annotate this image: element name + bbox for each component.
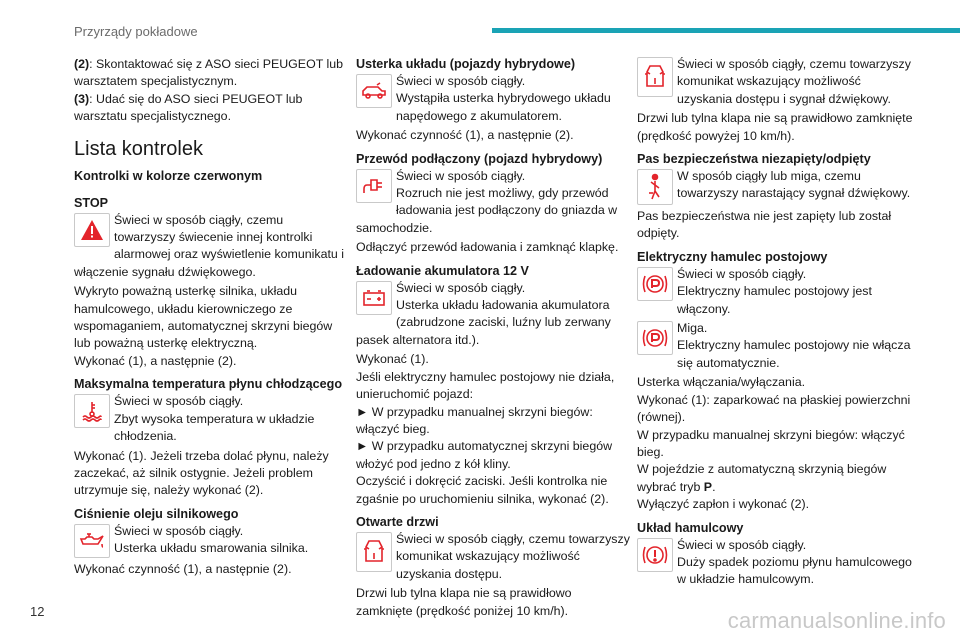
battery-text-6: ► W przypadku automatycznej skrzyni biegów włożyć pod jedno z kół kliny. xyxy=(356,439,613,471)
open-door-icon xyxy=(356,532,392,572)
oil-block: Świeci w sposób ciągły. Usterka układu smarowania silnika. xyxy=(74,523,346,559)
coolant-temperature-icon xyxy=(74,394,110,428)
parking-text-7: W przypadku manualnej skrzyni biegów: włączyć bieg. xyxy=(637,427,905,459)
note-3: (3): Udać się do ASO sieci PEUGEOT lub warsztatu specjalistycznego. xyxy=(74,91,303,124)
page-number: 12 xyxy=(30,604,45,619)
parking-text-9: Wyłączyć zapłon i wykonać (2). xyxy=(637,497,810,512)
hybrid-fault-text-3: Wykonać czynność (1), a następnie (2). xyxy=(356,128,574,143)
brake-block: Świeci w sposób ciągły. Duży spadek poziomu płynu hamulcowego w układzie hamulcowym. xyxy=(637,537,913,589)
subsection-title: Kontrolki w kolorze czerwonym xyxy=(74,168,263,183)
battery-block: Świeci w sposób ciągły. Usterka układu ładowania akumulatora (zabrudzone zaciski, luźny lub zerwany pasek alternatora itd.). xyxy=(356,280,611,347)
stop-text-3: Wykonać (1), a następnie (2). xyxy=(74,353,237,368)
page-header-bar xyxy=(492,28,960,33)
parking-brake-icon xyxy=(637,267,673,301)
brake-title: Układ hamulcowy xyxy=(637,520,744,535)
page-header-title: Przyrządy pokładowe xyxy=(74,24,198,39)
cable-text-3: Odłączyć przewód ładowania i zamknąć klapkę. xyxy=(356,240,619,255)
battery-text-5: ► W przypadku manualnej skrzyni biegów: włączyć bieg. xyxy=(356,404,593,436)
seatbelt-icon xyxy=(637,169,673,205)
parking-text-5: Usterka włączania/wyłączania. xyxy=(637,375,806,390)
column-3 xyxy=(637,56,913,591)
parking-title: Elektryczny hamulec postojowy xyxy=(637,249,828,264)
note-2: (2): Skontaktować się z ASO sieci PEUGEOT lub warsztatem specjalistycznym. xyxy=(74,57,344,89)
hybrid-fault-block: Świeci w sposób ciągły. Wystąpiła usterka hybrydowego układu napędowego z akumulatorem. xyxy=(356,73,630,125)
column-1 xyxy=(74,56,346,578)
battery-text-7: Oczyścić i dokręcić zaciski. Jeśli kontrolka nie zgaśnie po uruchomieniu silnika, wykonać (2). xyxy=(356,474,609,506)
open-door-icon xyxy=(637,57,673,97)
watermark: carmanualsonline.info xyxy=(727,608,946,633)
battery-text-4: Jeśli elektryczny hamulec postojowy nie działa, unieruchomić pojazd: xyxy=(356,369,615,402)
door2-block: Świeci w sposób ciągły, czemu towarzyszy komunikat wskazujący możliwość uzyskania dostępu i sygnał dźwiękowy. xyxy=(637,56,913,108)
seatbelt-title: Pas bezpieczeństwa niezapięty/odpięty xyxy=(637,152,871,167)
hybrid-car-fault-icon xyxy=(356,74,392,108)
coolant-text-3: Wykonać (1). Jeżeli trzeba dolać płynu, należy zaczekać, aż silnik ostygnie. Jeżeli problem utrzymuje się, należy wykonać (2). xyxy=(74,448,329,498)
door-block: Świeci w sposób ciągły, czemu towarzyszy komunikat wskazujący możliwość uzyskania dostępu. xyxy=(356,531,630,583)
door2-text-2: Drzwi lub tylna klapa nie są prawidłowo zamknięte (prędkość powyżej 10 km/h). xyxy=(637,111,913,143)
parking-text-8: W pojeździe z automatyczną skrzynią biegów wybrać tryb P. xyxy=(637,462,887,494)
door-text-2: Drzwi lub tylna klapa nie są prawidłowo zamknięte (prędkość poniżej 10 km/h). xyxy=(356,586,572,618)
battery-title: Ładowanie akumulatora 12 V xyxy=(356,263,529,278)
stop-title: STOP xyxy=(74,195,109,210)
cable-title: Przewód podłączony (pojazd hybrydowy) xyxy=(356,151,603,166)
parking-block-1: Świeci w sposób ciągły. Elektryczny hamulec postojowy jest włączony. xyxy=(637,266,913,318)
parking-brake-flash-icon xyxy=(637,321,673,355)
stop-text-2: Wykryto poważną usterkę silnika, układu hamulcowego, układu kierowniczego ze wspomaganiem, automatycznej skrzyni biegów lub poważną usterkę elektryczną. xyxy=(74,284,333,351)
hybrid-fault-title: Usterka układu (pojazdy hybrydowe) xyxy=(356,57,576,71)
oil-text-3: Wykonać czynność (1), a następnie (2). xyxy=(74,561,292,576)
cable-block: Świeci w sposób ciągły. Rozruch nie jest możliwy, gdy przewód ładowania jest podłączony do gniazda w samochodzie. xyxy=(356,168,618,235)
oil-pressure-icon xyxy=(74,524,110,558)
stop-warning-icon xyxy=(74,213,110,247)
column-2 xyxy=(356,56,630,620)
parking-block-2: Miga. Elektryczny hamulec postojowy nie włącza się automatycznie. xyxy=(637,320,913,372)
battery-icon xyxy=(356,281,392,315)
parking-text-6: Wykonać (1): zaparkować na płaskiej powierzchni (równej). xyxy=(637,392,911,425)
battery-text-3: Wykonać (1). xyxy=(356,352,429,367)
oil-title: Ciśnienie oleju silnikowego xyxy=(74,506,239,521)
brake-system-icon xyxy=(637,538,673,572)
seatbelt-block: W sposób ciągły lub miga, czemu towarzyszy narastający sygnał dźwiękowy. xyxy=(637,168,913,206)
coolant-title: Maksymalna temperatura płynu chłodzącego xyxy=(74,377,343,392)
coolant-block: Świeci w sposób ciągły. Zbyt wysoka temperatura w układzie chłodzenia. xyxy=(74,393,346,445)
charging-cable-icon xyxy=(356,169,392,203)
door-title: Otwarte drzwi xyxy=(356,514,439,529)
section-title: Lista kontrolek xyxy=(74,137,203,160)
stop-block: Świeci w sposób ciągły, czemu towarzyszy świecenie innej kontrolki alarmowej oraz wyświetlenie komunikatu i włączenie sygnału dźwiękowego. xyxy=(74,212,345,279)
seatbelt-text-2: Pas bezpieczeństwa nie jest zapięty lub został odpięty. xyxy=(637,209,892,241)
